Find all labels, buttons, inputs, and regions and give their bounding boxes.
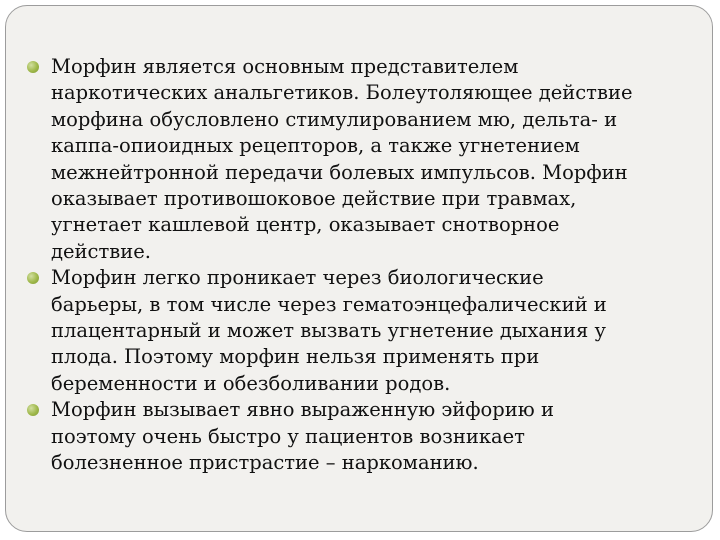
bullet-line: плода. Поэтому морфин нельзя применять при (51, 345, 540, 369)
bullet-line: действие. (51, 239, 151, 263)
bullet-line: Морфин является основным представителем (51, 55, 519, 78)
bullet-line: болезненное пристрастие – наркоманию. (51, 451, 479, 475)
bullet-dot-icon (27, 61, 39, 73)
bullet-line: Морфин вызывает явно выраженную эйфорию и (51, 398, 554, 422)
bullet-line: морфина обусловлено стимулированием мю, дельта- и (51, 107, 618, 131)
bullet-line: оказывает противошоковое действие при травмах, (51, 187, 577, 211)
bullet-line: каппа-опиоидных рецепторов, а также угнетением (51, 134, 580, 158)
bullet-line: Морфин легко проникает через биологические (51, 266, 544, 290)
bullet-item (24, 54, 714, 265)
bullet-list (24, 54, 714, 477)
slide-frame (5, 5, 713, 532)
bullet-line: наркотических анальгетиков. Болеутоляющее действие (51, 81, 633, 105)
bullet-line: барьеры, в том числе через гематоэнцефалический и (51, 292, 607, 316)
bullet-dot-icon (27, 404, 39, 416)
bullet-item (24, 265, 714, 397)
bullet-item (24, 397, 714, 476)
bullet-line: беременности и обезболивании родов. (51, 371, 451, 395)
bullet-line: поэтому очень быстро у пациентов возникает (51, 424, 525, 448)
bullet-line: плацентарный и может вызвать угнетение дыхания у (51, 319, 607, 343)
bullet-line: межнейтронной передачи болевых импульсов. Морфин (51, 160, 628, 184)
bullet-dot-icon (27, 272, 39, 284)
bullet-line: угнетает кашлевой центр, оказывает снотворное (51, 213, 560, 237)
